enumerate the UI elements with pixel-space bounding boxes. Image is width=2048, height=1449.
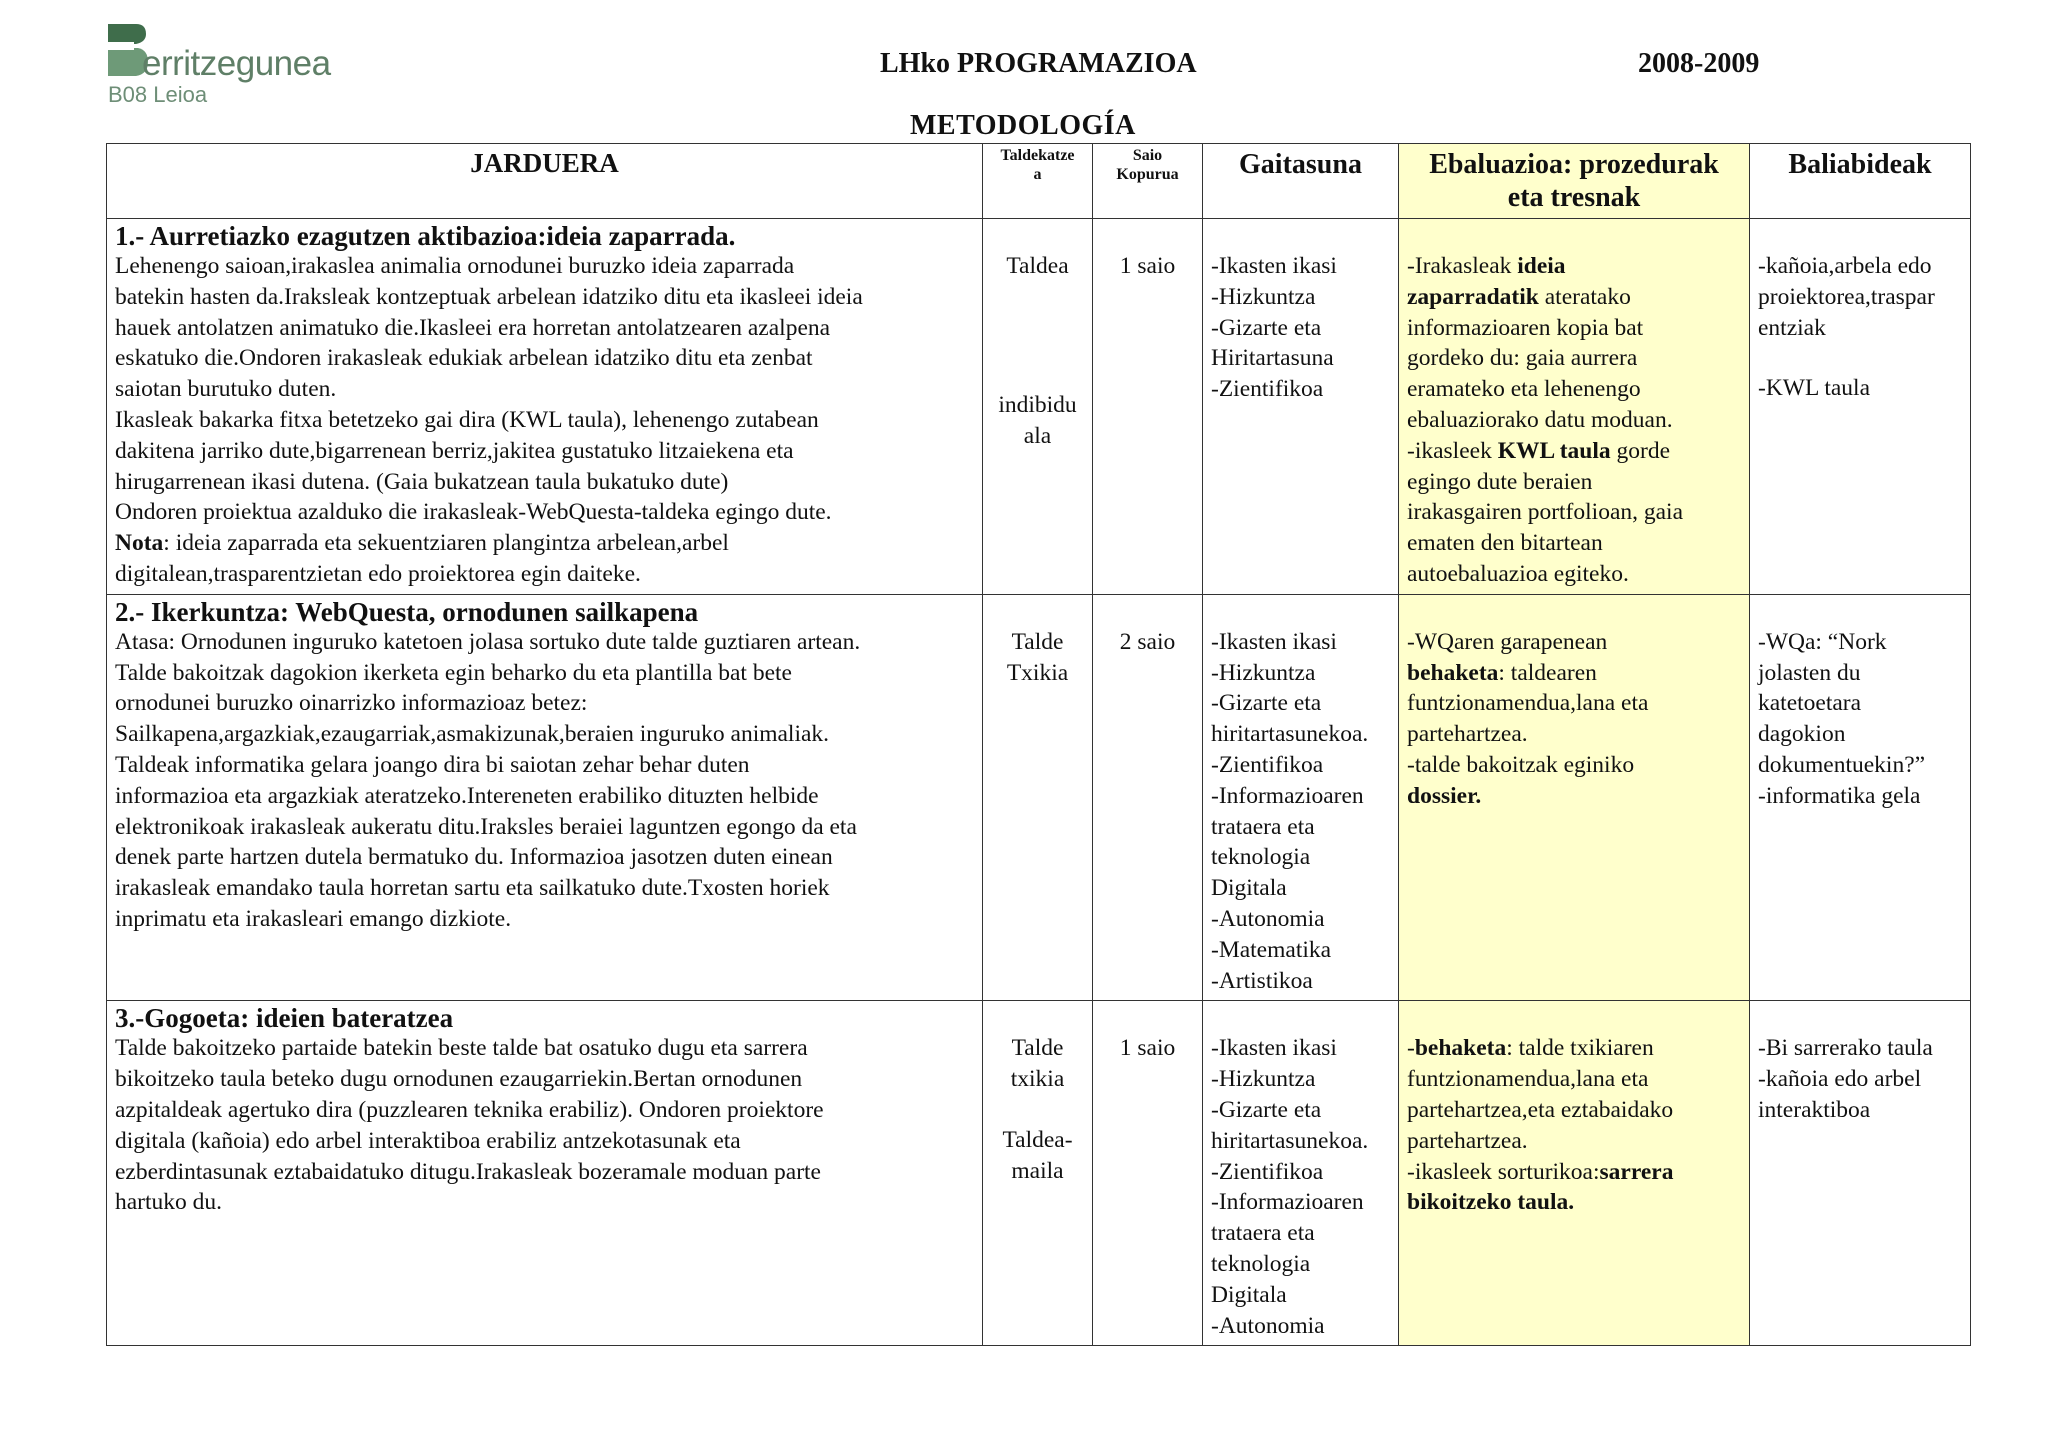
table-row [107, 1001, 1971, 1346]
sessions-cell: 1 saio [1093, 219, 1203, 595]
competences-cell: -Ikasten ikasi -Hizkuntza -Gizarte eta Hiritartasuna -Zientifikoa [1203, 219, 1399, 595]
grouping-cell: Talde Txikia [983, 594, 1093, 1001]
activity-note: Nota: ideia zaparrada eta sekuentziaren plangintza arbelean,arbel [115, 530, 729, 557]
section-title: METODOLOGÍA [910, 110, 1136, 141]
resources-cell: -kañoia,arbela edo proiektorea,traspar entziak -KWL taula [1750, 219, 1971, 595]
competences-cell: -Ikasten ikasi -Hizkuntza -Gizarte eta hiritartasunekoa. -Zientifikoa -Informazioaren trataera eta teknologia Digitala -Autonomia [1203, 1001, 1399, 1346]
col-header-taldekatzea: Taldekatze a [983, 144, 1093, 219]
logo-subtitle: B08 Leioa [108, 82, 208, 107]
resources-cell: -WQa: “Nork jolasten du katetoetara dagokion dokumentuekin?” -informatika gela [1750, 594, 1971, 1001]
activity-title: 1.- Aurretiazko ezagutzen aktibazioa:ideia zaparrada. [115, 221, 736, 251]
evaluation-cell: -Irakasleak ideia zaparradatik ateratako informazioaren kopia bat gordeko du: gaia aurrera eramateko eta lehenengo ebaluaziorako datu moduan. -ikasleek KWL taula gorde egingo dute beraien irakasgairen portfolioan, gaia ematen den bitartean autoebaluazioa egiteko. [1399, 219, 1750, 595]
sessions-cell: 1 saio [1093, 1001, 1203, 1346]
logo-name: erritzegunea [142, 44, 331, 83]
col-header-gaitasuna: Gaitasuna [1203, 144, 1399, 219]
col-header-jarduera: JARDUERA [107, 144, 983, 219]
evaluation-cell: -behaketa: talde txikiaren funtzionamendua,lana eta partehartzea,eta eztabaidako partehartzea. -ikasleek sorturikoa:sarrera bikoitzeko taula. [1399, 1001, 1750, 1346]
document-year: 2008-2009 [1638, 48, 1760, 79]
table-header-row [107, 144, 1971, 219]
resources-cell: -Bi sarrerako taula -kañoia edo arbel interaktiboa [1750, 1001, 1971, 1346]
activity-title: 3.-Gogoeta: ideien bateratzea [115, 1003, 454, 1034]
col-header-baliabideak: Baliabideak [1750, 144, 1971, 219]
document-title: LHko PROGRAMAZIOA [880, 48, 1197, 79]
table-row [107, 594, 1971, 1001]
competences-cell: -Ikasten ikasi -Hizkuntza -Gizarte eta hiritartasunekoa. -Zientifikoa -Informazioaren trataera eta teknologia Digitala -Autonomia -Matematika -Artistikoa [1203, 594, 1399, 1001]
activity-title: 2.- Ikerkuntza: WebQuesta, ornodunen sailkapena [115, 596, 699, 627]
evaluation-cell: -WQaren garapenean behaketa: taldearen funtzionamendua,lana eta partehartzea. -talde bakoitzak eginiko dossier. [1399, 594, 1750, 1001]
grouping-cell: Taldea indibidu ala [983, 219, 1093, 595]
activity-cell: 2.- Ikerkuntza: WebQuesta, ornodunen sailkapena Atasa: Ornodunen inguruko katetoen jolasa sortuko dute talde guztiaren artean. Talde bakoitzak dagokion ikerketa egin beharko du eta plantilla bat bete ornodunei buruzko oinarrizko informazioaz betez: Sailkapena,argazkiak,ezaugarriak,asmakizunak,beraien inguruko animaliak. Taldeak informatika gelara joango dira bi saiotan zehar behar duten informazioa eta argazkiak ateratzeko.Intereneten erabiliko dituzten helbide elektronikoak irakasleak aukeratu ditu.Iraksles beraiei laguntzen egongo da eta denek parte hartzen dutela bermatuko du. Informazioa jasotzen duten einean irakasleak emandako taula horretan sartu eta sailkatuko dute.Txosten horiek inprimatu eta irakasleari emango dizkiote. [107, 594, 983, 1001]
activity-cell: 1.- Aurretiazko ezagutzen aktibazioa:ideia zaparrada. Lehenengo saioan,irakaslea animalia ornodunei buruzko ideia zaparrada batekin hasten da.Iraksleak kontzeptuak arbelean idatziko ditu eta ikasleei ideia hauek antolatzen animatuko die.Ikasleei era horretan antolatzearen azalpena eskatuko die.Ondoren irakasleak edukiak arbelean idatziko ditu eta zenbat saiotan burutuko duten. Ikasleak bakarka fitxa betetzeko gai dira (KWL taula), lehenengo zutabean dakitena jarriko dute,bigarrenean berriz,jakitea gustatuko litzaiekena eta hirugarrenean ikasi dutena. (Gaia bukatzean taula bukatuko dute) Ondoren proiektua azalduko die irakasleak-WebQuesta-taldeka egingo dute. Nota: ideia zaparrada eta sekuentziaren plangintza arbelean,arbel digitalean,trasparentzietan edo proiektorea egin daiteke. [107, 219, 983, 595]
table-row [107, 219, 1971, 595]
grouping-cell: Talde txikia Taldea- maila [983, 1001, 1093, 1346]
sessions-cell: 2 saio [1093, 594, 1203, 1001]
berritzegunea-logo [106, 22, 356, 112]
methodology-table [106, 143, 1971, 1346]
col-header-saio-kopurua: Saio Kopurua [1093, 144, 1203, 219]
activity-cell: 3.-Gogoeta: ideien bateratzea Talde bakoitzeko partaide batekin beste talde bat osatuko dugu eta sarrera bikoitzeko taula beteko dugu ornodunen ezaugarriekin.Bertan ornodunen azpitaldeak agertuko dira (puzzlearen teknika erabiliz). Ondoren proiektore digitala (kañoia) edo arbel interaktiboa erabiliz antzekotasunak eta ezberdintasunak eztabaidatuko ditugu.Irakasleak bozeramale moduan parte hartuko du. [107, 1001, 983, 1346]
col-header-ebaluazioa: Ebaluazioa: prozedurak eta tresnak [1399, 144, 1750, 219]
